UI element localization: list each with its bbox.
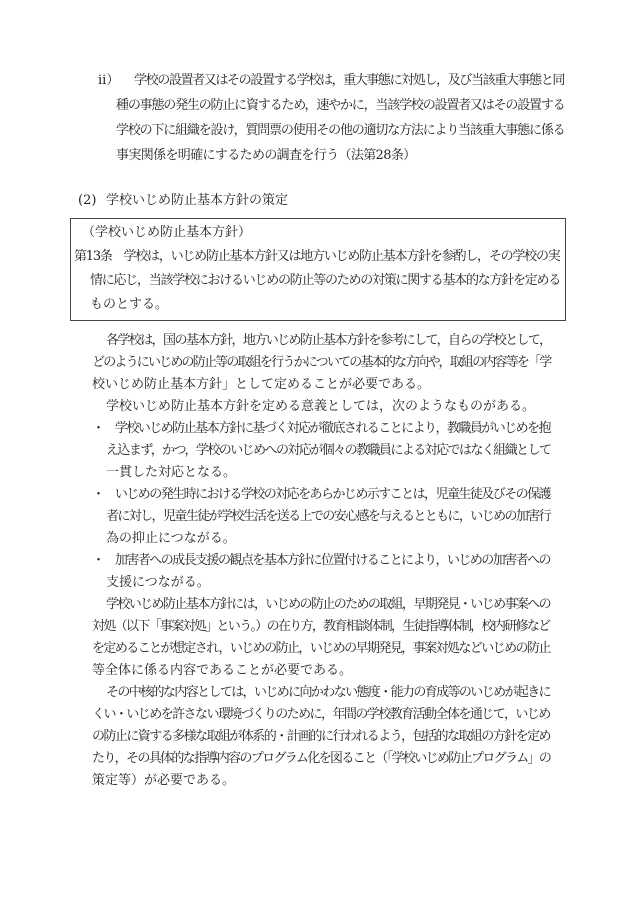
body-line: 各学校は，国の基本方針，地方いじめ防止基本方針を参考にして，自らの学校として， [106,333,551,348]
body-line: 策定等）が必要である。 [92,773,236,788]
law-box-line: 情に応じ，当該学校におけるいじめの防止等のための対策に関する基本的な方針を定める [90,273,561,288]
body-line: 一貫した対応となる。 [106,465,237,480]
body-line: どのようにいじめの防止等の取組を行うかについての基本的な方向や，取組の内容等を「学 [92,355,551,370]
item-ii-line: 種の事態の発生の防止に資するため，速やかに，当該学校の設置者又はその設置する [116,98,565,113]
item-ii-line: 事実関係を明確にするための調査を行う（法第28条） [116,148,416,163]
body-line: 者に対し，児童生徒が学校生活を送る上での安心感を与えるとともに，いじめの加害行 [106,509,551,524]
body-line: を定めることが想定され，いじめの防止，いじめの早期発見，事案対処などいじめの防止 [92,641,550,656]
law-box-caption: （学校いじめ防止基本方針） [82,225,252,240]
body-line: 学校いじめ防止基本方針を定める意義としては，次のようなものがある。 [106,399,536,414]
body-line: その中核的な内容としては，いじめに向かわない態度・能力の育成等のいじめが起きに [106,685,551,700]
body-line: 校いじめ防止基本方針」として定めることが必要である。 [92,377,431,392]
body-line: ・ いじめの発生時における学校の対応をあらかじめ示すことは，児童生徒及びその保護 [92,487,551,502]
body-line: 等全体に係る内容であることが必要である。 [92,663,353,678]
body-line: 学校いじめ防止基本方針には，いじめの防止のための取組，早期発見・いじめ事案への [106,597,551,612]
body-line: え込まず，かつ，学校のいじめへの対応が個々の教職員による対応ではなく組織として [106,443,551,458]
body-line: ・ 学校いじめ防止基本方針に基づく対応が徹底されることにより，教職員がいじめを抱 [92,421,551,436]
body-line: 対処（以下「事案対処」という。）の在り方，教育相談体制，生徒指導体制，校内研修など [92,619,550,634]
body-line: の防止に資する多様な取組が体系的・計画的に行われるよう，包括的な取組の方針を定め [92,729,551,744]
body-line: 支援につながる。 [106,575,210,590]
item-ii-marker: ii） [98,73,120,88]
section-title: 学校いじめ防止基本方針の策定 [106,193,289,208]
body-line: 為の抑止につながる。 [106,531,236,546]
law-box-line: 第13条 学校は，いじめ防止基本方針又は地方いじめ防止基本方針を参酌し，その学校の実 [74,249,560,264]
body-line: くい・いじめを許さない環境づくりのために，年間の学校教育活動全体を通じて，いじめ [92,707,550,722]
item-ii-line: 学校の下に組織を設け，質問票の使用その他の適切な方法により当該重大事態に係る [116,123,565,138]
body-line: ・ 加害者への成長支援の観点を基本方針に位置付けることにより，いじめの加害者への [92,553,551,568]
law-box-line: ものとする。 [90,297,169,312]
body-line: たり，その具体的な指導内容のプログラム化を図ること（「学校いじめ防止プログラム」の [92,751,551,766]
item-ii-line: 学校の設置者又はその設置する学校は，重大事態に対処し，及び当該重大事態と同 [134,73,565,88]
section-number: (2) [78,193,97,208]
